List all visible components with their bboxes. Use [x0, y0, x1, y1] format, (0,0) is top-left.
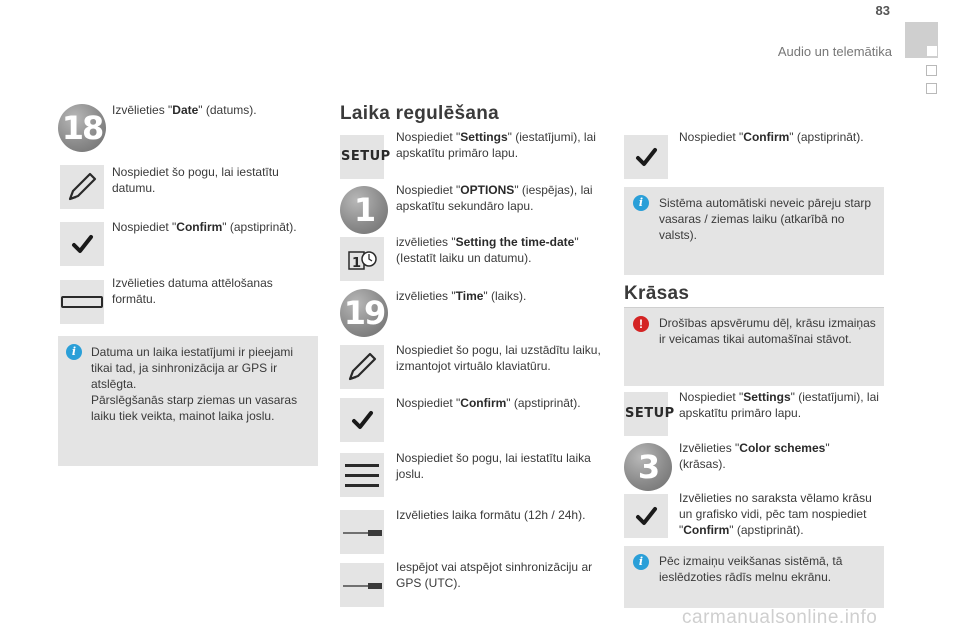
- right-info-box-colors: [624, 546, 884, 608]
- step-badge-18: 18: [58, 104, 106, 152]
- mid-row-time: izvēlieties "Time" (laiks).: [396, 289, 527, 303]
- gps-toggle-tile[interactable]: [340, 563, 384, 607]
- left-row-set-date: Nospiediet šo pogu, lai iestatītu datumu.: [112, 165, 279, 195]
- setup-label: SETUP: [625, 406, 675, 421]
- timezone-tile[interactable]: [340, 453, 384, 497]
- left-info-box: [58, 336, 318, 466]
- menu-icon: [340, 453, 384, 497]
- warning-text: Drošības apsvērumu dēļ, krāsu izmaiņas ir veicamas tikai automašīnai stāvot.: [659, 316, 876, 346]
- mid-row-keyboard: Nospiediet šo pogu, lai uzstādītu laiku, izmantojot virtuālo klaviatūru.: [396, 343, 601, 373]
- right-info-time-text: Sistēma automātiski neveic pāreju starp vasaras / ziemas laiku (atkarībā no valsts).: [659, 196, 872, 242]
- pencil-icon: [340, 345, 384, 389]
- section-title: Audio un telemātika: [777, 44, 892, 59]
- info-icon: i: [633, 554, 649, 570]
- mid-row-options: Nospiediet "OPTIONS" (iespējas), lai apskatītu sekundāro lapu.: [396, 183, 593, 213]
- toggle-icon: [340, 563, 384, 607]
- step-badge-19: 19: [340, 289, 388, 337]
- chapter-tab-square: [926, 83, 937, 94]
- left-row-date: Izvēlieties "Date" (datums).: [112, 103, 257, 117]
- mid-row-confirm: Nospiediet "Confirm" (apstiprināt).: [396, 396, 581, 410]
- checkmark-icon: [624, 135, 668, 179]
- mid-row-format: Izvēlieties laika formātu (12h / 24h).: [396, 508, 586, 522]
- mid-row-time-date: izvēlieties "Setting the time-date" (Iestatīt laiku un datumu).: [396, 235, 579, 265]
- step-badge-1: 1: [340, 186, 388, 234]
- section-heading-colors: Krāsas: [624, 283, 690, 304]
- pencil-tile[interactable]: [340, 345, 384, 389]
- right-row-choose: Izvēlieties no saraksta vēlamo krāsu un grafisko vidi, pēc tam nospiediet "Confirm" (apstiprināt).: [679, 491, 872, 537]
- warning-box: [624, 308, 884, 386]
- left-info-text: Datuma un laika iestatījumi ir pieejami tikai tad, ja sinhronizācija ar GPS ir atslēgta. Pārslēgšanās starp ziemas un vasaras laiku tiek veikta, mainot laika joslu.: [91, 345, 298, 423]
- right-row-settings: Nospiediet "Settings" (iestatījumi), lai apskatītu primāro lapu.: [679, 390, 879, 420]
- checkmark-icon: [340, 398, 384, 442]
- format-tile[interactable]: [60, 280, 104, 324]
- setup-label: SETUP: [341, 149, 391, 164]
- left-row-confirm: Nospiediet "Confirm" (apstiprināt).: [112, 220, 297, 234]
- info-icon: i: [66, 344, 82, 360]
- time-date-tile[interactable]: [340, 237, 384, 281]
- right-row-color-schemes: Izvēlieties "Color schemes" (krāsas).: [679, 441, 830, 471]
- right-info-box-time: [624, 187, 884, 275]
- warning-icon: !: [633, 316, 649, 332]
- left-row-format: Izvēlieties datuma attēlošanas formātu.: [112, 276, 273, 306]
- format-toggle-tile[interactable]: [340, 510, 384, 554]
- confirm-tile[interactable]: [340, 398, 384, 442]
- pencil-tile[interactable]: [60, 165, 104, 209]
- step-badge-3: 3: [624, 443, 672, 491]
- pencil-icon: [60, 165, 104, 209]
- mid-row-timezone: Nospiediet šo pogu, lai iestatītu laika joslu.: [396, 451, 591, 481]
- chapter-tab-active: [905, 22, 938, 58]
- right-row-confirm: Nospiediet "Confirm" (apstiprināt).: [679, 130, 864, 144]
- setup-tile[interactable]: [624, 392, 675, 436]
- rectangle-icon: [60, 280, 104, 324]
- right-info-colors-text: Pēc izmaiņu veikšanas sistēmā, tā ieslēdzoties rādīs melnu ekrānu.: [659, 554, 843, 584]
- page-number: 83: [875, 3, 890, 18]
- section-heading-time: Laika regulēšana: [340, 103, 499, 124]
- confirm-tile[interactable]: [624, 494, 668, 538]
- mid-row-settings: Nospiediet "Settings" (iestatījumi), lai apskatītu primāro lapu.: [396, 130, 596, 160]
- chapter-tab-square: [926, 65, 937, 76]
- confirm-tile[interactable]: [624, 135, 668, 179]
- checkmark-icon: [60, 222, 104, 266]
- mid-row-gps: Iespējot vai atspējot sinhronizāciju ar GPS (UTC).: [396, 560, 593, 590]
- checkmark-icon: [624, 494, 668, 538]
- watermark: carmanualsonline.info: [682, 607, 878, 628]
- toggle-icon: [340, 510, 384, 554]
- confirm-tile[interactable]: [60, 222, 104, 266]
- svg-text:1: 1: [352, 256, 362, 271]
- clock-calendar-icon: [340, 237, 384, 281]
- setup-tile[interactable]: [340, 135, 391, 179]
- info-icon: i: [633, 195, 649, 211]
